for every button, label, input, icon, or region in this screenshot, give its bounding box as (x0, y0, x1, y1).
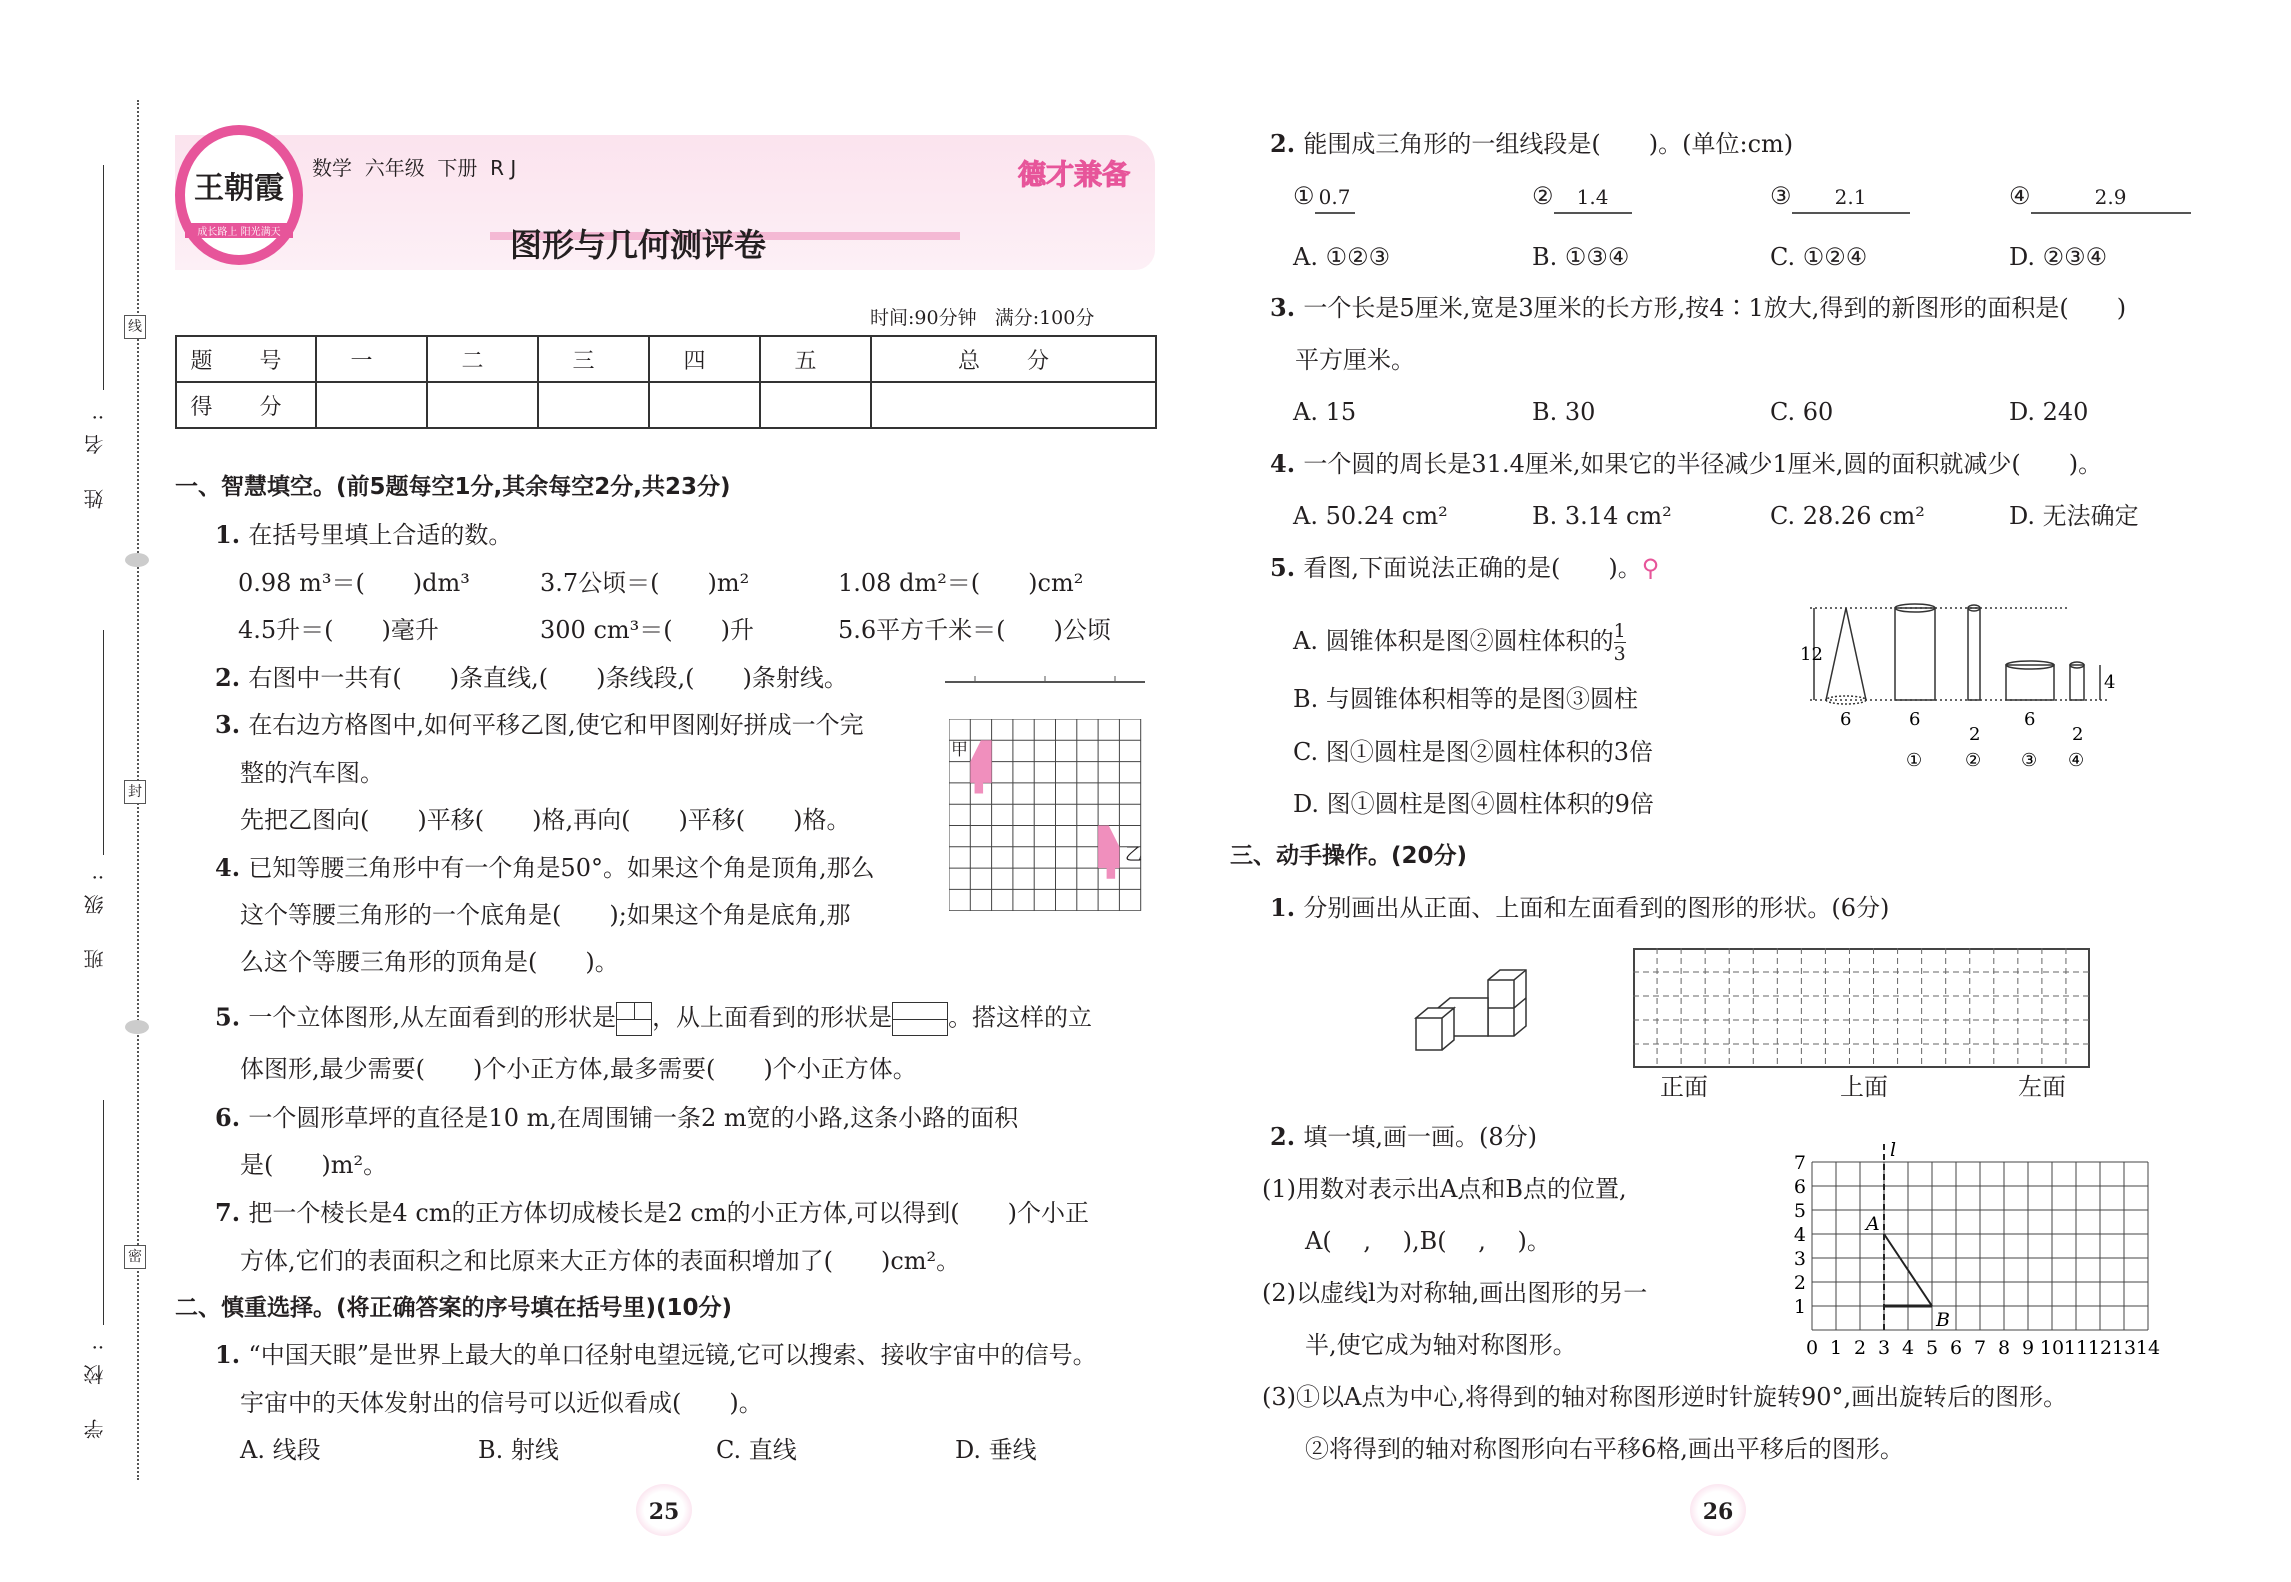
option-c[interactable]: C. 直线 (716, 1436, 797, 1464)
option-b[interactable]: B. 30 (1532, 398, 1596, 426)
q-number: 1. (1270, 893, 1304, 922)
y-tick-label: 6 (1793, 1176, 1806, 1198)
option-b[interactable]: B. 射线 (478, 1436, 559, 1464)
option-a[interactable]: A. 圆锥体积是图②圆柱体积的 (1293, 627, 1614, 655)
q5-text: 体图形,最少需要( )个小正方体,最多需要( )个小正方体。 (240, 1055, 917, 1083)
width-label: 6 (1840, 709, 1852, 730)
c3-text: 一个长是5厘米,宽是3厘米的长方形,按4∶1放大,得到的新图形的面积是( ) (1303, 294, 2127, 322)
q-number: 2. (1270, 1122, 1304, 1151)
q6-text: 一个圆形草坪的直径是10 m,在周围铺一条2 m宽的小路,这条小路的面积 (248, 1104, 1019, 1132)
lines-figure (945, 670, 1145, 686)
width-label: 6 (1909, 709, 1921, 730)
q-number: 2. (215, 663, 249, 692)
score-cell[interactable] (649, 382, 760, 428)
x-tick-label: 9 (2021, 1337, 2035, 1359)
q1-item: 3.7公顷＝( )m² (540, 569, 750, 597)
table-header: 总 分 (871, 336, 1156, 382)
x-tick-label: 5 (1925, 1337, 1939, 1359)
class-label: 班 级: (83, 860, 107, 970)
figure-id: ④ (2068, 750, 2085, 771)
option-c[interactable]: C. 图①圆柱是图②圆柱体积的3倍 (1293, 738, 1654, 766)
q-number: 1. (215, 1340, 249, 1369)
segment-value: 1.4 (1554, 182, 1632, 214)
x-tick-label: 12 (2087, 1337, 2113, 1359)
x-tick-label: 13 (2111, 1337, 2137, 1359)
option-d[interactable]: D. ②③④ (2009, 243, 2108, 271)
class-underline (103, 630, 104, 855)
option-a[interactable]: A. ①②③ (1293, 243, 1391, 271)
view-label-top: 上面 (1840, 1073, 1888, 1101)
y-tick-label: 3 (1793, 1248, 1806, 1270)
q1-item: 4.5升＝( )毫升 (238, 616, 439, 644)
o2-line: ②将得到的轴对称图形向右平移6格,画出平移后的图形。 (1305, 1435, 1904, 1463)
option-a[interactable]: A. 15 (1293, 398, 1357, 426)
o1-text: 分别画出从正面、上面和左面看到的图形的形状。(6分) (1303, 894, 1890, 922)
option-b[interactable]: B. 3.14 cm² (1532, 502, 1672, 530)
x-tick-label: 11 (2063, 1337, 2089, 1359)
y-tick-label: 7 (1793, 1152, 1806, 1174)
school-underline (103, 1100, 104, 1325)
c4-text: 一个圆的周长是31.4厘米,如果它的半径减少1厘米,圆的面积就减少( )。 (1303, 450, 2103, 478)
q-number: 4. (1270, 449, 1304, 478)
q1-text: 在括号里填上合适的数。 (248, 521, 513, 549)
score-row-label: 得 分 (176, 382, 316, 428)
q-number: 5. (215, 1002, 249, 1032)
q4-text: 这个等腰三角形的一个底角是( );如果这个角是底角,那 (240, 901, 851, 929)
q-number: 5. (1270, 553, 1304, 582)
x-tick-label: 8 (1997, 1337, 2011, 1359)
x-tick-label: 0 (1805, 1337, 1819, 1359)
fraction-denominator: 3 (1613, 643, 1626, 665)
view-label-left: 左面 (2018, 1073, 2066, 1101)
point-b-label: B (1936, 1309, 1950, 1331)
q1-item: 300 cm³＝( )升 (540, 616, 754, 644)
q3-text: 在右边方格图中,如何平移乙图,使它和甲图刚好拼成一个完 (248, 711, 864, 739)
option-d[interactable]: D. 图①圆柱是图④圆柱体积的9倍 (1293, 790, 1654, 818)
score-table (175, 335, 1157, 429)
q1-item: 5.6平方千米＝( )公顷 (838, 616, 1111, 644)
page-number-25: 25 (636, 1484, 692, 1536)
top-view-shape-icon (892, 1002, 948, 1036)
table-header: 二 (427, 336, 538, 382)
width-label: 6 (2024, 709, 2036, 730)
axis-label-l: l (1890, 1140, 1897, 1161)
q-number: 7. (215, 1198, 249, 1227)
c1-text: 宇宙中的天体发射出的信号可以近似看成( )。 (240, 1389, 763, 1417)
brand-name: 王朝霞 (194, 171, 284, 206)
option-b[interactable]: B. ①③④ (1532, 243, 1630, 271)
c5-text: 看图,下面说法正确的是( )。 (1303, 554, 1642, 582)
name-underline (103, 165, 104, 390)
x-tick-label: 6 (1949, 1337, 1963, 1359)
c1-text: “中国天眼”是世界上最大的单口径射电望远镜,它可以搜索、接收宇宙中的信号。 (248, 1341, 1097, 1369)
y-tick-label: 5 (1793, 1200, 1806, 1222)
segment-label: ④ (2009, 182, 2031, 210)
x-tick-label: 3 (1877, 1337, 1891, 1359)
option-d[interactable]: D. 240 (2009, 398, 2089, 426)
x-tick-label: 10 (2039, 1337, 2065, 1359)
q7-text: 方体,它们的表面积之和比原来大正方体的表面积增加了( )cm²。 (240, 1247, 961, 1275)
table-header: 五 (760, 336, 871, 382)
left-view-shape-icon (616, 1002, 652, 1036)
y-tick-label: 1 (1793, 1296, 1806, 1318)
q4-text: 么这个等腰三角形的顶角是( )。 (240, 948, 619, 976)
cube-stack-figure (1414, 968, 1529, 1052)
section-1-heading: 一、智慧填空。(前5题每空1分,其余每空2分,共23分) (175, 474, 731, 500)
q5-text: 一个立体图形,从左面看到的形状是 (248, 1003, 617, 1032)
grid-border (1634, 949, 2089, 1067)
q-number: 4. (215, 853, 249, 882)
option-b[interactable]: B. 与圆锥体积相等的是图③圆柱 (1293, 685, 1638, 713)
score-cell[interactable] (760, 382, 871, 428)
figure-id: ② (1965, 750, 1982, 771)
segment-label: ③ (1770, 182, 1792, 210)
c2-text: 能围成三角形的一组线段是( )。(单位:cm) (1303, 130, 1794, 158)
cone-cylinders-figure (1800, 600, 2120, 775)
score-cell[interactable] (316, 382, 427, 428)
height-label-4: 4 (2104, 672, 2116, 693)
option-c[interactable]: C. 28.26 cm² (1770, 502, 1925, 530)
o2-line: (3)①以A点为中心,将得到的轴对称图形逆时针旋转90°,画出旋转后的图形。 (1262, 1383, 2068, 1411)
car-grid-figure (949, 719, 1143, 911)
binding-hole-icon (125, 553, 149, 567)
time-info: 时间:90分钟 满分:100分 (870, 307, 1095, 329)
x-tick-label: 2 (1853, 1337, 1867, 1359)
car-yi-shape (1098, 826, 1119, 879)
brand-logo (175, 125, 303, 265)
width-label: 2 (2072, 724, 2084, 745)
pin-icon: ⚲ (1641, 554, 1660, 582)
table-header: 一 (316, 336, 427, 382)
segment-label: ② (1532, 182, 1554, 210)
brand-sub: 成长路上 阳光满天 (185, 223, 293, 238)
width-label: 2 (1969, 724, 1981, 745)
x-tick-label: 14 (2135, 1337, 2161, 1359)
point-a-label: A (1866, 1213, 1880, 1235)
height-label-12: 12 (1800, 644, 1823, 665)
q6-text: 是( )m²。 (240, 1151, 388, 1179)
segment-value: 2.1 (1792, 182, 1910, 214)
o2-line: A( , ),B( , )。 (1305, 1227, 1551, 1255)
o2-line: 半,使它成为轴对称图形。 (1305, 1331, 1577, 1359)
option-c[interactable]: C. 60 (1770, 398, 1834, 426)
segment-label: ① (1293, 182, 1315, 210)
book-meta: 数学 六年级 下册 R J (312, 156, 517, 180)
q-number: 6. (215, 1103, 249, 1132)
view-label-front: 正面 (1660, 1073, 1708, 1101)
figure-id: ③ (2021, 750, 2038, 771)
c3-text: 平方厘米。 (1295, 346, 1415, 374)
q2-text: 右图中一共有( )条直线,( )条线段,( )条射线。 (248, 664, 848, 692)
q1-item: 0.98 m³＝( )dm³ (238, 569, 470, 597)
page-number-26: 26 (1690, 1484, 1746, 1536)
table-row (176, 382, 1156, 428)
views-drawing-grid[interactable] (1633, 948, 2091, 1070)
x-tick-label: 4 (1901, 1337, 1915, 1359)
table-header: 四 (649, 336, 760, 382)
name-label: 姓 名: (83, 400, 107, 510)
q-number: 3. (1270, 293, 1304, 322)
seal-secret-mark: 密 (124, 1245, 146, 1269)
seal-line-mark: 线 (124, 315, 146, 339)
option-d[interactable]: D. 垂线 (955, 1436, 1037, 1464)
score-cell[interactable] (427, 382, 538, 428)
q7-text: 把一个棱长是4 cm的正方体切成棱长是2 cm的小正方体,可以得到( )个小正 (248, 1199, 1089, 1227)
table-header: 题 号 (176, 336, 316, 382)
q-number: 1. (215, 520, 249, 549)
segment-value: 0.7 (1315, 182, 1355, 214)
section-2-heading: 二、慎重选择。(将正确答案的序号填在括号里)(10分) (175, 1295, 733, 1321)
o2-line: (1)用数对表示出A点和B点的位置, (1262, 1175, 1627, 1203)
x-tick-label: 7 (1973, 1337, 1987, 1359)
q-number: 3. (215, 710, 249, 739)
option-d[interactable]: D. 无法确定 (2009, 502, 2139, 530)
o2-text: 填一填,画一画。(8分) (1303, 1123, 1538, 1151)
slogan: 德才兼备 (1018, 158, 1131, 191)
q5-text: ，从上面看到的形状是 (652, 1003, 893, 1032)
car-label-yi: 乙 (1125, 845, 1142, 865)
coordinate-grid[interactable] (1780, 1140, 2180, 1365)
q-number: 2. (1270, 129, 1304, 158)
section-3-heading: 三、动手操作。(20分) (1230, 843, 1468, 869)
y-tick-label: 2 (1793, 1272, 1806, 1294)
option-a[interactable]: A. 线段 (240, 1436, 321, 1464)
q1-item: 1.08 dm²＝( )cm² (838, 569, 1084, 597)
o2-line: (2)以虚线l为对称轴,画出图形的另一 (1262, 1279, 1648, 1307)
table-row (176, 336, 1156, 382)
option-a[interactable]: A. 50.24 cm² (1293, 502, 1448, 530)
seal-seal-mark: 封 (124, 780, 146, 804)
q4-text: 已知等腰三角形中有一个角是50°。如果这个角是顶角,那么 (248, 854, 875, 882)
y-tick-label: 4 (1793, 1224, 1806, 1246)
score-cell[interactable] (538, 382, 649, 428)
q5-text: 。搭这样的立 (948, 1003, 1093, 1032)
figure-id: ① (1906, 750, 1923, 771)
car-label-jia: 甲 (951, 740, 968, 760)
page-title: 图形与几何测评卷 (510, 226, 767, 264)
segment-value: 2.9 (2031, 182, 2191, 214)
fraction-numerator: 1 (1613, 620, 1626, 642)
binding-hole-icon (125, 1020, 149, 1034)
option-c[interactable]: C. ①②④ (1770, 243, 1868, 271)
table-header: 三 (538, 336, 649, 382)
q3-text: 先把乙图向( )平移( )格,再向( )平移( )格。 (240, 806, 851, 834)
x-tick-label: 1 (1829, 1337, 1843, 1359)
q3-text: 整的汽车图。 (240, 759, 384, 787)
score-cell[interactable] (871, 382, 1156, 428)
school-label: 学 校: (83, 1330, 107, 1440)
car-jia-shape (970, 740, 991, 793)
